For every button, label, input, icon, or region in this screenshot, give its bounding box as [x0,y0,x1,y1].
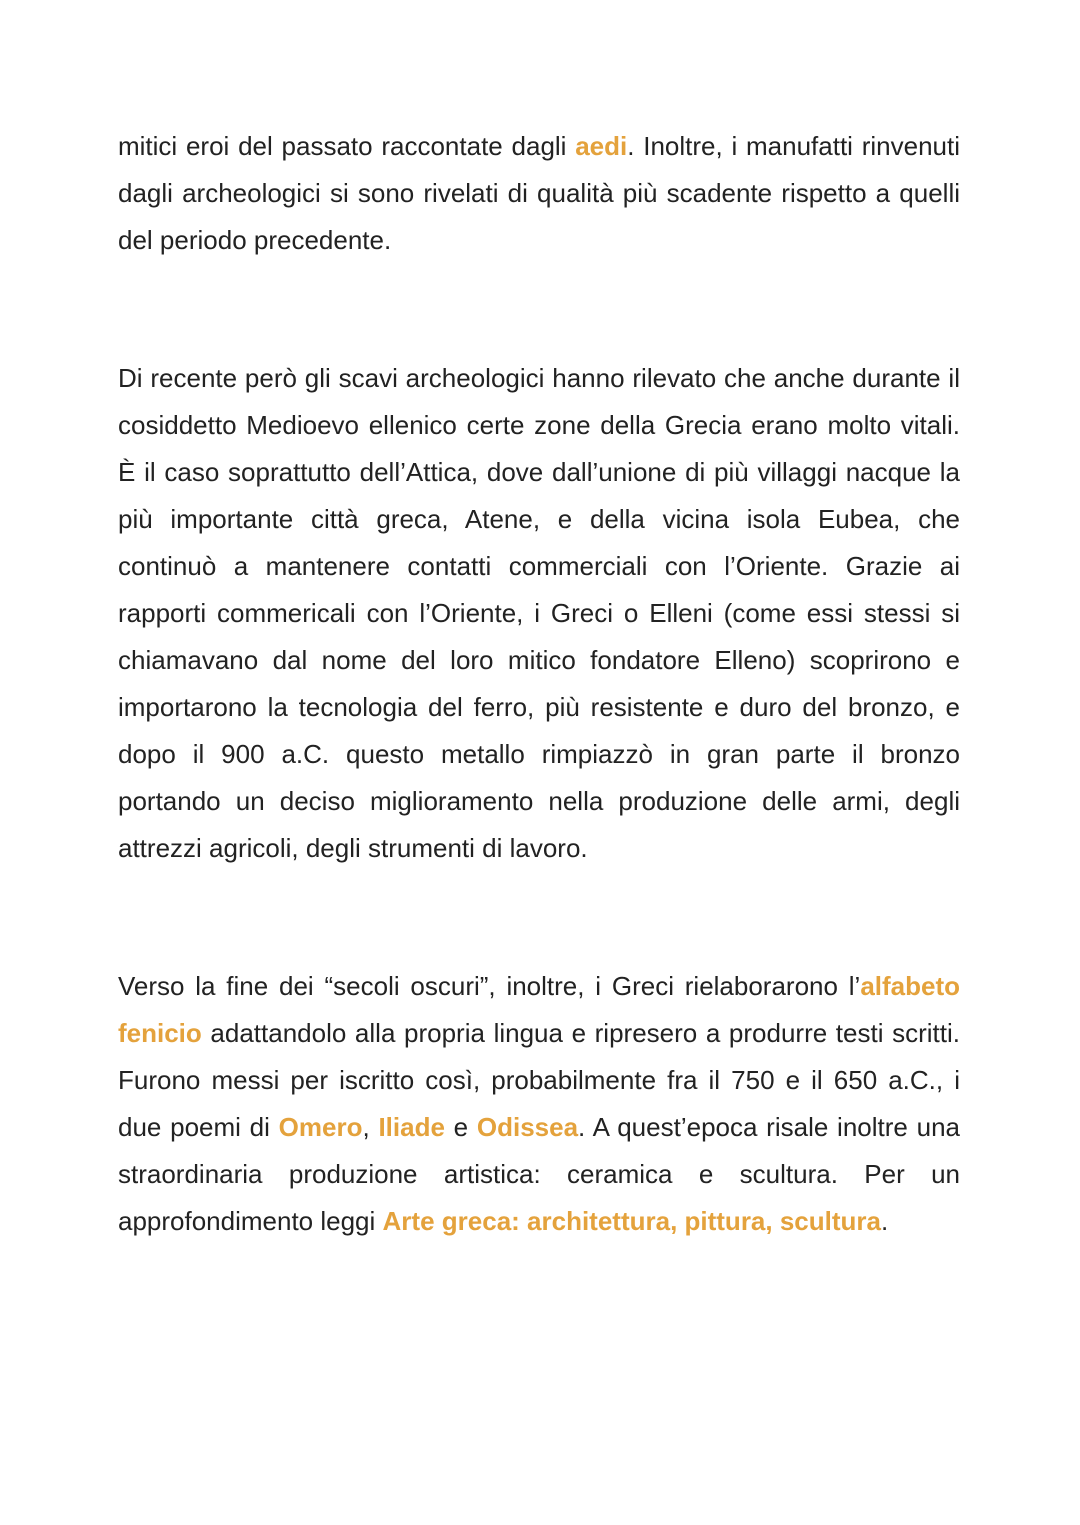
link-aedi[interactable]: aedi [575,131,628,161]
text-segment: Di recente però gli scavi archeologici hanno rilevato che anche durante il cosiddetto Medioevo ellenico certe zone della Grecia erano molto vitali. È il caso soprattutto dell’Attica, dove dall’unione di più villaggi nacque la più importante città greca, Atene, e della vicina isola Eubea, che continuò a mantenere contatti commerciali con l’Oriente. Grazie ai rapporti commericali con l’Oriente, i Greci o Elleni (come essi stessi si chiamavano dal nome del loro mitico fondatore Elleno) scoprirono e importarono la tecnologia del ferro, più resistente e duro del bronzo, e dopo il 900 a.C. questo metallo rimpiazzò in gran parte il bronzo portando un deciso miglioramento nella produzione delle armi, degli attrezzi agricoli, degli strumenti di lavoro. [118,363,960,863]
link-arte-greca[interactable]: Arte greca: architettura, pittura, scultura [382,1206,881,1236]
link-omero[interactable]: Omero [278,1112,363,1142]
text-segment: mitici eroi del passato raccontate dagli [118,131,576,161]
paragraph-secoli-oscuri [118,963,960,1245]
link-iliade[interactable]: Iliade [378,1112,445,1142]
link-odissea[interactable]: Odissea [476,1112,579,1142]
text-segment: . Inoltre, i manufatti rinvenuti dagli archeologici si sono rivelati di qualità più scadente rispetto a quelli del periodo precedente. [118,131,960,255]
paragraph-aedi [118,123,960,264]
document-page [118,123,960,1245]
paragraph-medioevo-ellenico [118,355,960,872]
text-segment: Verso la fine dei “secoli oscuri”, inoltre, i Greci rielaborarono l’ [118,971,861,1001]
text-segment: . [881,1206,889,1236]
link-alfabeto-fenicio[interactable]: alfabeto fenicio [118,971,960,1048]
text-segment: . A quest’epoca risale inoltre una straordinaria produzione artistica: ceramica e scultura. Per un approfondimento leggi [118,1112,960,1236]
text-segment: e [444,1112,477,1142]
text-segment: , [362,1112,379,1142]
text-segment: adattandolo alla propria lingua e ripresero a produrre testi scritti. Furono messi per iscritto così, probabilmente fra il 750 e il 650 a.C., i due poemi di [118,1018,960,1142]
